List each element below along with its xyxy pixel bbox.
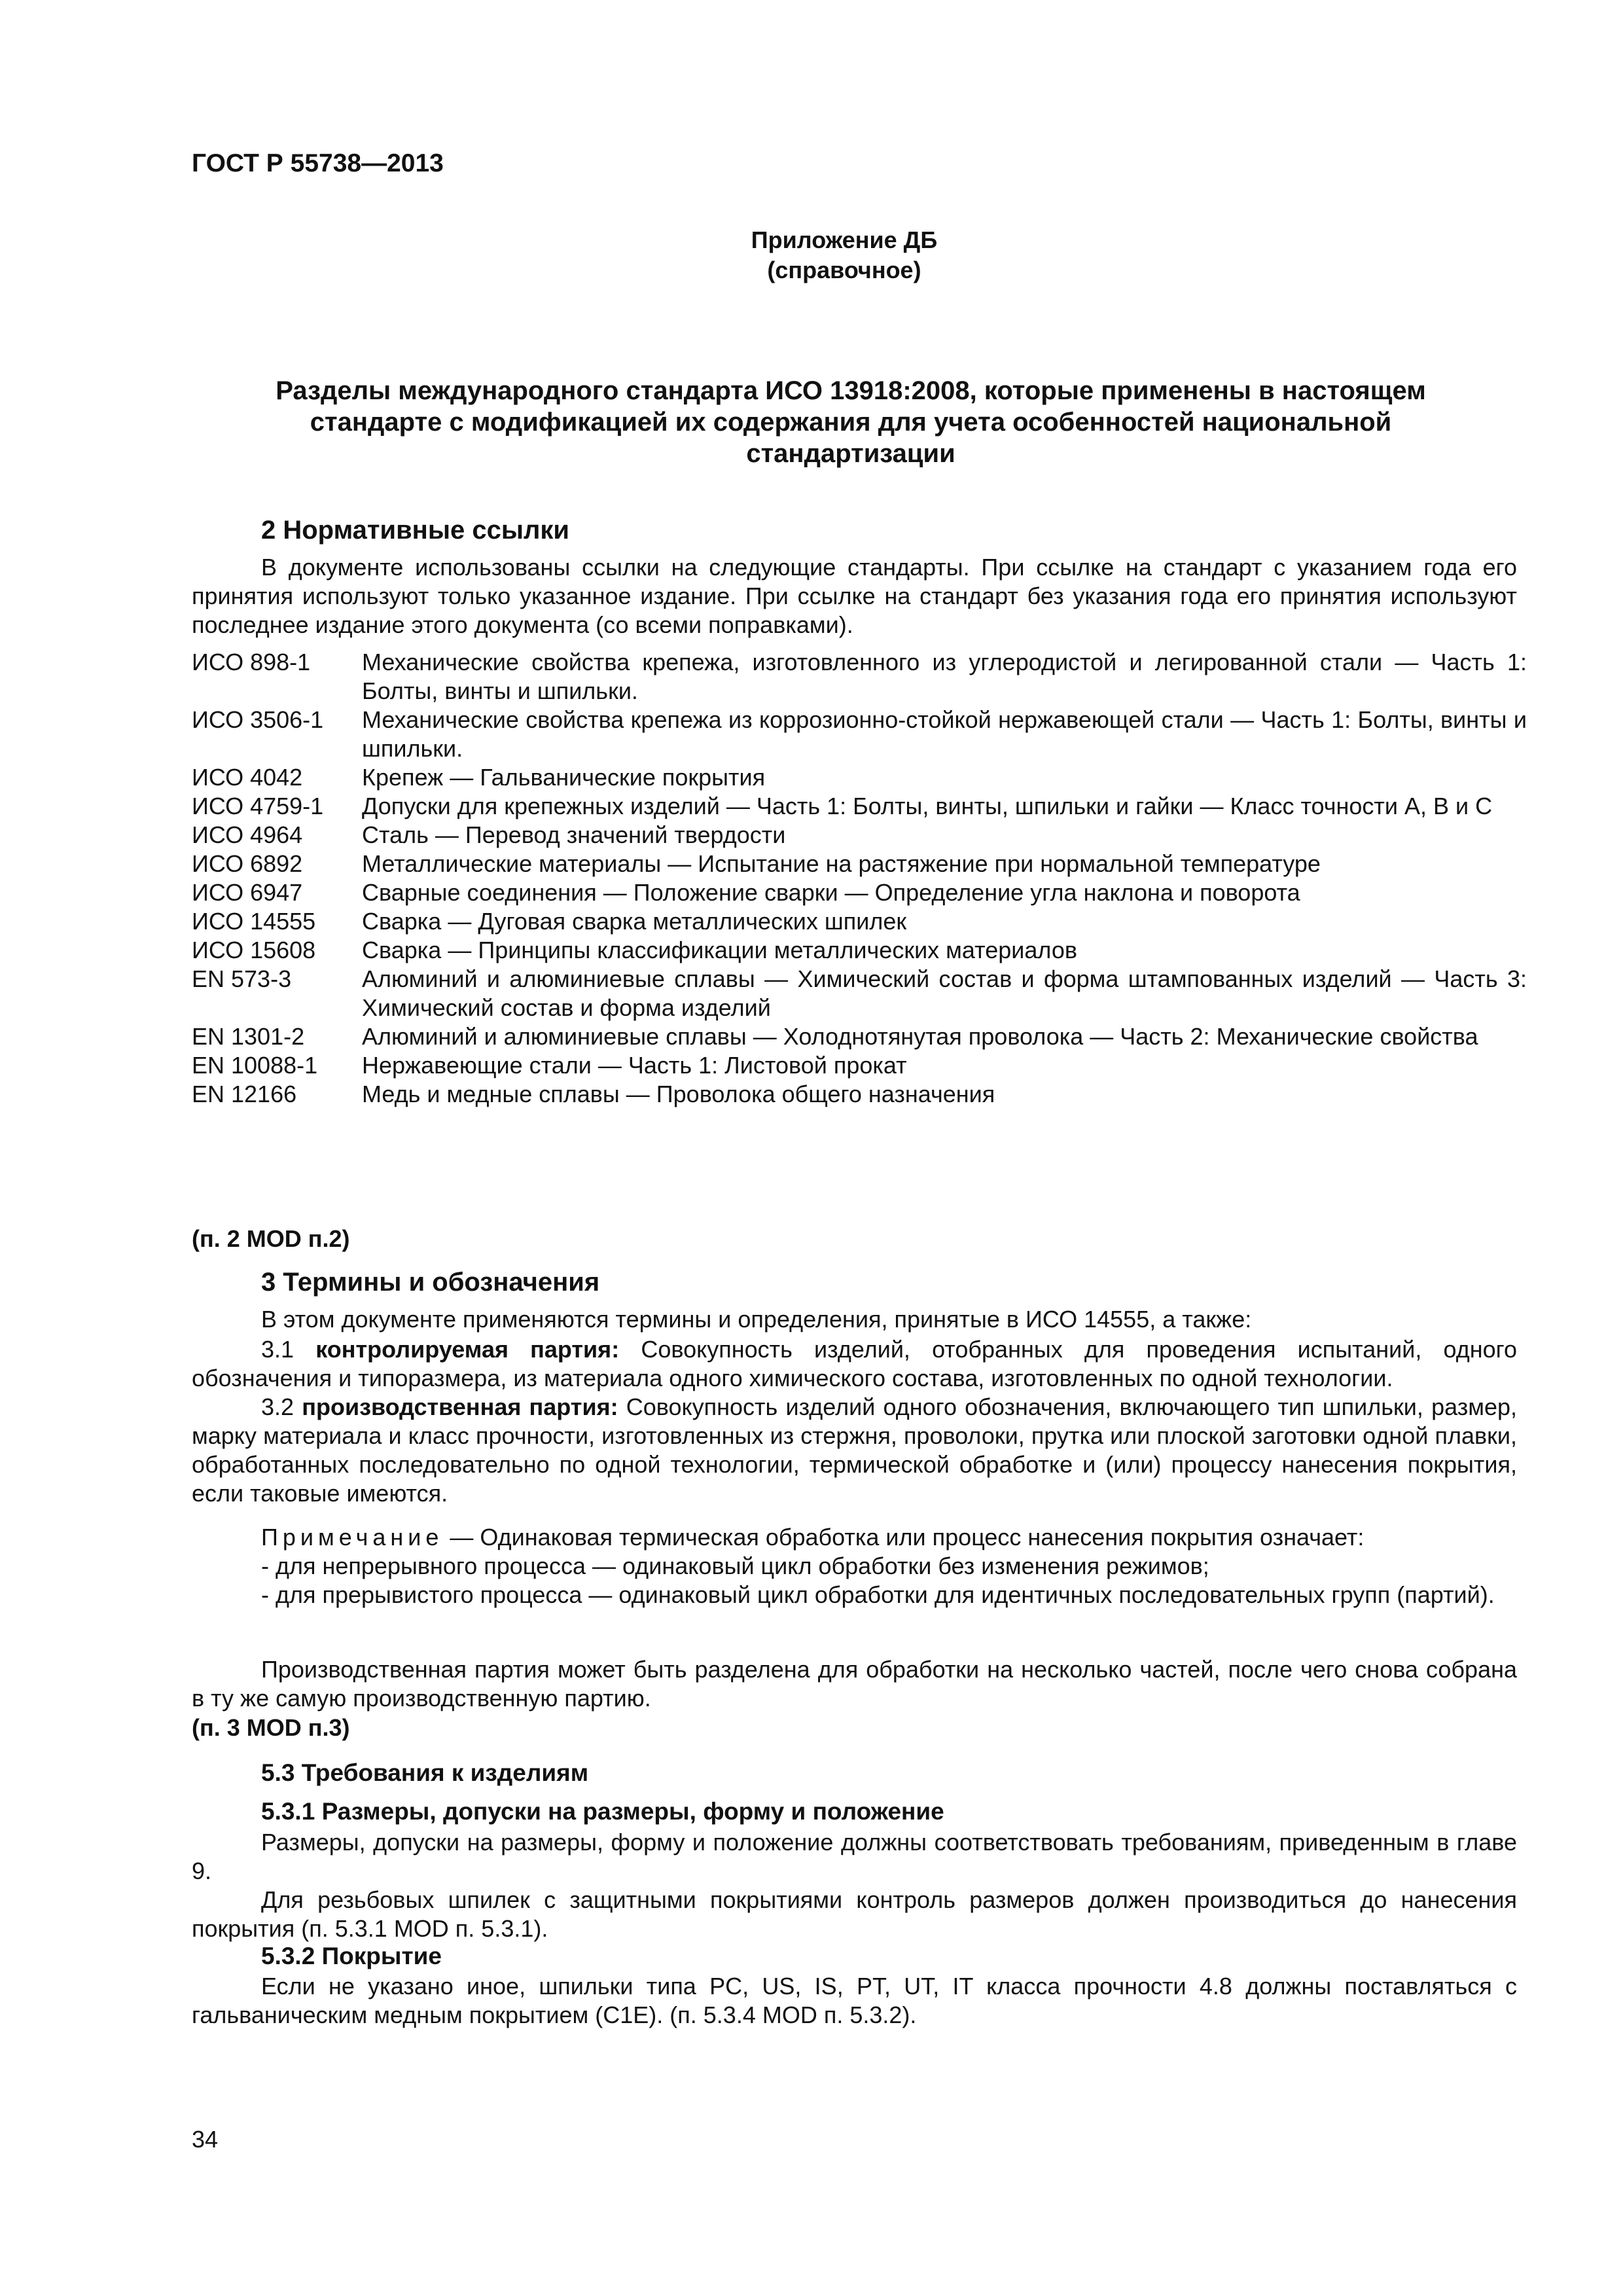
appendix-title-line-1: Разделы международного стандарта ИСО 13918:2008, которые применены в настоящем	[276, 376, 1426, 405]
section-5-3-1-paragraph-1: Размеры, допуски на размеры, форму и положение должны соответствовать требованиям, приведенным в главе 9.	[192, 1829, 1517, 1884]
term-3-2-number: 3.2	[261, 1393, 302, 1420]
reference-row	[192, 907, 1527, 936]
appendix-label: Приложение ДБ	[751, 226, 938, 253]
reference-code: EN 10088-1	[192, 1052, 318, 1079]
section-5-3-2-paragraph: Если не указано иное, шпильки типа PC, US, IS, PT, UT, IT класса прочности 4.8 должны поставляться с гальваническим медным покрытием (C1E). (п. 5.3.4 MOD п. 5.3.2).	[192, 1973, 1517, 2028]
reference-title: Крепеж — Гальванические покрытия	[362, 764, 766, 791]
section-2-mod-note: (п. 2 MOD п.2)	[192, 1225, 350, 1252]
term-3-1-name: контролируемая партия:	[315, 1336, 620, 1363]
reference-title: Сварные соединения — Положение сварки — Определение угла наклона и поворота	[362, 879, 1300, 906]
section-5-3-2-heading: 5.3.2 Покрытие	[261, 1943, 442, 1969]
reference-code: ИСО 4759-1	[192, 793, 324, 819]
reference-row	[192, 792, 1527, 821]
section-3-paragraph: Производственная партия может быть разделена для обработки на несколько частей, после чего снова собрана в ту же самую производственную партию.	[192, 1656, 1517, 1712]
term-3-2-name: производственная партия:	[302, 1393, 618, 1420]
term-3-1-number: 3.1	[261, 1336, 316, 1363]
term-3-2-definition: Совокупность изделий одного обозначения, включающего тип шпильки, размер, марку материала и класс прочности, изготовленных из стержня, проволоки, прутка или плоской заготовки одной плавки, обработанных последовательно по одной технологии, термической обработке и (или) процессу нанесения покрытия, если таковые имеются.	[192, 1393, 1518, 1507]
section-3-intro: В этом документе применяются термины и определения, принятые в ИСО 14555, а также:	[261, 1306, 1252, 1333]
reference-title: Сталь — Перевод значений твердости	[362, 821, 786, 848]
reference-code: ИСО 14555	[192, 908, 316, 935]
reference-title: Алюминий и алюминиевые сплавы — Химический состав и форма штампованных изделий — Часть 3: Химический состав и форма изделий	[362, 965, 1527, 1021]
reference-row	[192, 936, 1527, 965]
reference-title: Алюминий и алюминиевые сплавы — Холоднотянутая проволока — Часть 2: Механические свойства	[362, 1023, 1478, 1050]
reference-row	[192, 706, 1527, 763]
section-3-heading: 3 Термины и обозначения	[261, 1268, 600, 1297]
term-3-1	[192, 1335, 1517, 1393]
reference-code: EN 1301-2	[192, 1023, 305, 1050]
reference-row	[192, 821, 1527, 850]
reference-code: ИСО 4964	[192, 821, 303, 848]
note	[192, 1523, 1517, 1552]
section-3-mod-note: (п. 3 MOD п.3)	[192, 1714, 350, 1741]
note-label: Примечание	[261, 1524, 444, 1551]
note-item-1: - для непрерывного процесса — одинаковый цикл обработки без изменения режимов;	[261, 1552, 1209, 1579]
note-item-2: - для прерывистого процесса — одинаковый цикл обработки для идентичных последовательных групп (партий).	[261, 1581, 1495, 1608]
reference-row	[192, 648, 1527, 706]
reference-title: Сварка — Принципы классификации металлических материалов	[362, 937, 1077, 963]
normative-references-list	[192, 648, 1527, 1109]
reference-title: Механические свойства крепежа, изготовленного из углеродистой и легированной стали — Часть 1: Болты, винты и шпильки.	[362, 649, 1527, 704]
appendix-type: (справочное)	[767, 257, 921, 283]
reference-row	[192, 878, 1527, 907]
reference-title: Сварка — Дуговая сварка металлических шпилек	[362, 908, 907, 935]
reference-row	[192, 965, 1527, 1022]
reference-title: Металлические материалы — Испытание на растяжение при нормальной температуре	[362, 850, 1321, 877]
reference-row	[192, 763, 1527, 792]
reference-code: ИСО 6892	[192, 850, 303, 877]
term-3-1-definition: Совокупность изделий, отобранных для проведения испытаний, одного обозначения и типоразмера, из материала одного химического состава, изготовленных по одной технологии.	[192, 1336, 1518, 1391]
reference-code: ИСО 6947	[192, 879, 303, 906]
reference-title: Допуски для крепежных изделий — Часть 1: Болты, винты, шпильки и гайки — Класс точности А, В и С	[362, 793, 1493, 819]
reference-title: Медь и медные сплавы — Проволока общего назначения	[362, 1081, 995, 1107]
reference-code: EN 12166	[192, 1081, 297, 1107]
page-number: 34	[192, 2126, 219, 2153]
section-2-intro: В документе использованы ссылки на следующие стандарты. При ссылке на стандарт с указанием года его принятия используют только указанное издание. При ссылке на стандарт без указания года его принятия используют последнее издание этого документа (со всеми поправками).	[192, 554, 1517, 638]
note-text: — Одинаковая термическая обработка или процесс нанесения покрытия означает:	[443, 1524, 1364, 1551]
appendix-title-line-2: стандарте с модификацией их содержания для учета особенностей национальной	[310, 408, 1392, 437]
reference-code: ИСО 898-1	[192, 649, 311, 675]
section-5-3-1-heading: 5.3.1 Размеры, допуски на размеры, форму и положение	[261, 1798, 944, 1825]
term-3-2	[192, 1393, 1517, 1508]
section-5-3-1-paragraph-2: Для резьбовых шпилек с защитными покрытиями контроль размеров должен производиться до нанесения покрытия (п. 5.3.1 MOD п. 5.3.1).	[192, 1886, 1517, 1942]
reference-code: ИСО 3506-1	[192, 706, 324, 733]
reference-title: Механические свойства крепежа из коррозионно-стойкой нержавеющей стали — Часть 1: Болты, винты и шпильки.	[362, 706, 1527, 762]
document-header: ГОСТ Р 55738—2013	[192, 149, 444, 177]
reference-row	[192, 850, 1527, 878]
reference-code: ИСО 15608	[192, 937, 316, 963]
reference-title: Нержавеющие стали — Часть 1: Листовой прокат	[362, 1052, 907, 1079]
appendix-title-line-3: стандартизации	[746, 439, 955, 468]
section-5-3-heading: 5.3 Требования к изделиям	[261, 1759, 589, 1786]
reference-code: ИСО 4042	[192, 764, 303, 791]
section-2-heading: 2 Нормативные ссылки	[261, 516, 570, 545]
reference-row	[192, 1051, 1527, 1080]
reference-code: EN 573-3	[192, 965, 292, 992]
reference-row	[192, 1080, 1527, 1109]
reference-row	[192, 1022, 1527, 1051]
